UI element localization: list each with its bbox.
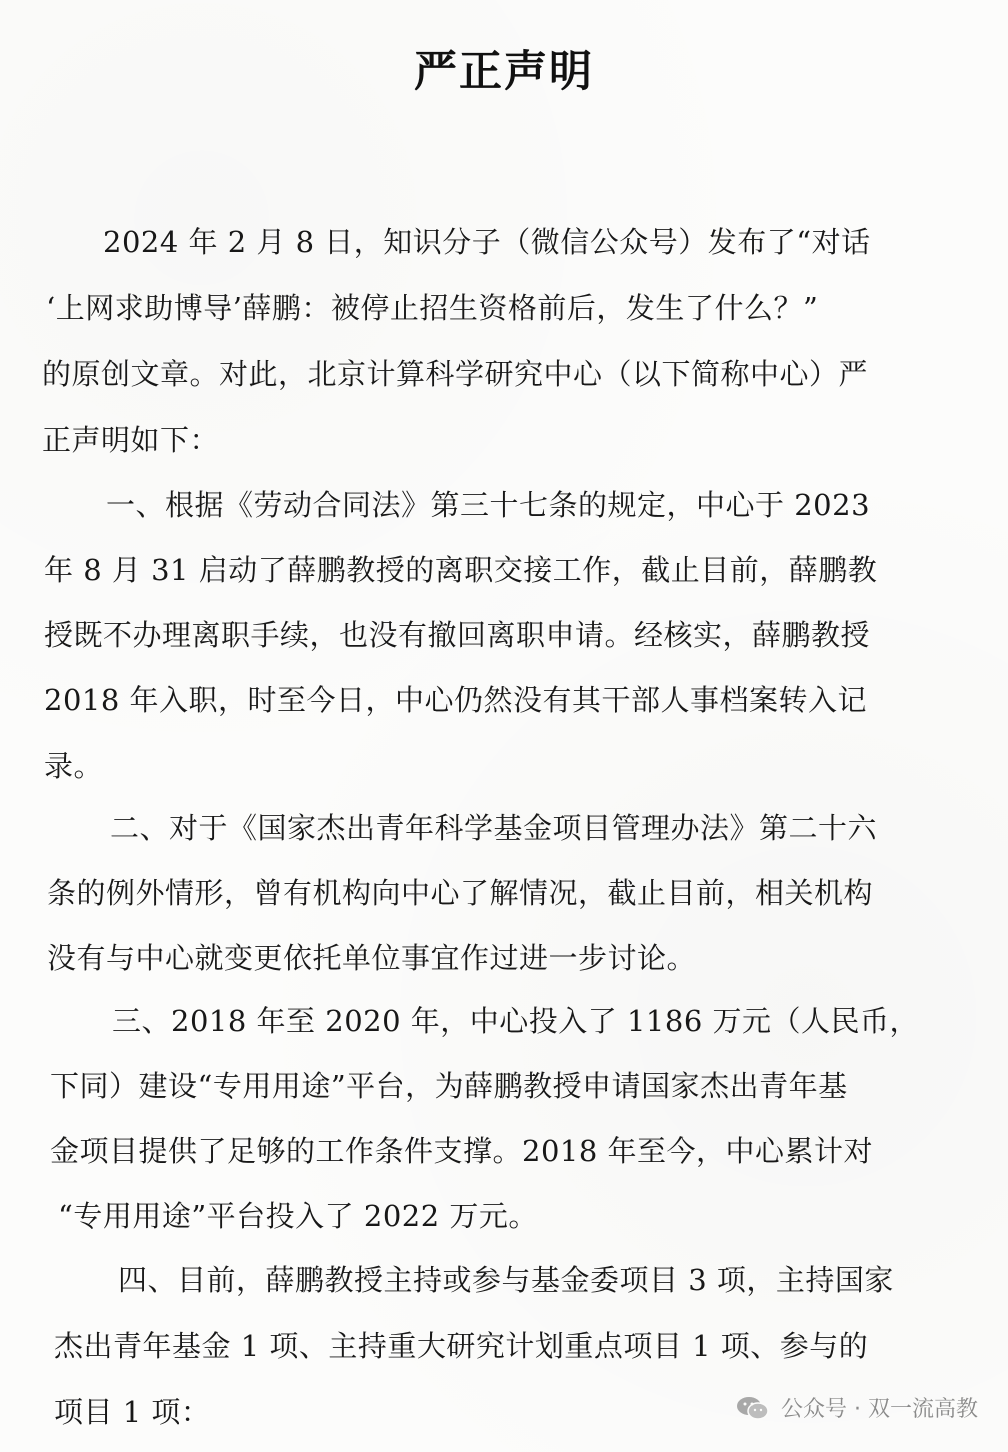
source-watermark [735, 1392, 978, 1423]
body-line-17: 四、目前，薛鹏教授主持或参与基金委项目 3 项，主持国家 [118, 1263, 894, 1297]
body-line-3: 的原创文章。对此，北京计算科学研究中心（以下简称中心）严 [42, 357, 869, 391]
body-line-12: 没有与中心就变更依托单位事宜作过进一步讨论。 [47, 941, 697, 975]
body-line-4: 正声明如下： [42, 423, 220, 457]
body-line-13: 三、2018 年至 2020 年，中心投入了 1186 万元（人民币， [112, 1004, 920, 1038]
watermark-text: 公众号 · 双一流高教 [781, 1397, 978, 1422]
body-line-19: 项目 1 项： [54, 1395, 211, 1429]
body-line-8: 2018 年入职，时至今日，中心仍然没有其干部人事档案转入记 [44, 683, 868, 717]
body-line-7: 授既不办理离职手续，也没有撤回离职申请。经核实，薛鹏教授 [44, 618, 871, 652]
document-title: 严正声明 [414, 47, 594, 97]
body-line-1: 2024 年 2 月 8 日，知识分子（微信公众号）发布了“对话 [103, 225, 871, 259]
body-line-9: 录。 [44, 749, 104, 783]
body-line-15: 金项目提供了足够的工作条件支撑。2018 年至今，中心累计对 [50, 1134, 874, 1168]
body-line-2: ‘上网求助博导’薛鹏：被停止招生资格前后，发生了什么？” [46, 291, 819, 325]
body-line-11: 条的例外情形，曾有机构向中心了解情况，截止目前，相关机构 [47, 876, 874, 910]
body-line-18: 杰出青年基金 1 项、主持重大研究计划重点项目 1 项、参与的 [54, 1329, 869, 1363]
body-line-14: 下同）建设“专用用途”平台，为薛鹏教授申请国家杰出青年基 [50, 1069, 848, 1103]
body-line-5: 一、根据《劳动合同法》第三十七条的规定，中心于 2023 [106, 488, 871, 522]
body-line-16: “专用用途”平台投入了 2022 万元。 [58, 1199, 538, 1233]
body-line-10: 二、对于《国家杰出青年科学基金项目管理办法》第二十六 [110, 811, 878, 845]
wechat-icon [735, 1395, 771, 1421]
body-line-6: 年 8 月 31 启动了薛鹏教授的离职交接工作，截止目前，薛鹏教 [44, 553, 878, 587]
